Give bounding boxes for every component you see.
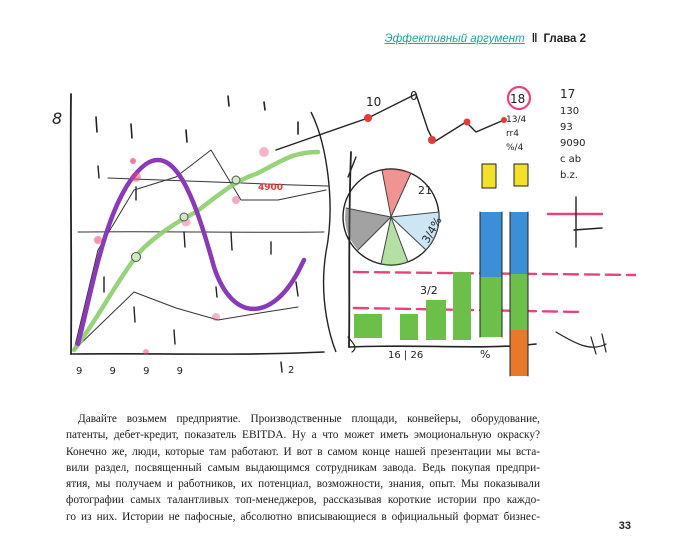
body-line: ятия, мы получаем и работников, их потенциал, возможности, знания, опыт. Мы показывали	[66, 478, 540, 491]
bar-green-6	[510, 274, 528, 330]
bar-blue-5	[480, 212, 502, 277]
right-note-93: 93	[560, 122, 573, 133]
top-label-10: 10	[366, 95, 382, 109]
circled-18-text: 18	[510, 92, 526, 106]
body-line: патенты, дебет-кредит, показатель EBITDA. Ну а что может иметь эмоциональную окраску?	[66, 429, 540, 442]
bar-green-4	[453, 272, 471, 340]
right-note-9090: 9090	[560, 138, 586, 149]
pie-slice-hatch	[345, 208, 391, 250]
bar-green-5	[480, 277, 502, 337]
left-y-axis	[71, 94, 72, 354]
left-note-2: rr4	[506, 129, 519, 139]
top-label-0: 0	[410, 89, 418, 103]
bar-orange-6	[510, 330, 528, 376]
page-number: 33	[618, 520, 631, 532]
left-x-axis	[71, 352, 324, 354]
y-axis-label: 8	[52, 109, 63, 128]
header-separator: ‖	[531, 33, 537, 45]
right-y-axis	[349, 152, 351, 347]
x-axis-scribble-right: 2	[288, 365, 295, 376]
yellow-box-2	[514, 164, 528, 186]
body-line: фотографии самых талантливых топ-менеджеров, рассказывая короткие истории про каждо-	[66, 494, 540, 507]
bar-green-3	[426, 300, 446, 340]
book-title: Эффективный аргумент	[384, 33, 525, 45]
right-note-17: 17	[560, 87, 576, 101]
label-4900: 4900	[258, 183, 284, 193]
pie-chart	[343, 169, 445, 265]
chapter-label: Глава 2	[543, 33, 586, 45]
bar-pct-label: %	[480, 348, 491, 361]
right-note-bz: b.z.	[560, 170, 578, 181]
body-paragraph	[66, 411, 540, 525]
yellow-box-1	[482, 164, 496, 188]
body-line: Конечно же, люди, которые там работают. И вот в самом конце нашей презентации мы вста-	[66, 445, 540, 458]
bar-green-1	[354, 314, 382, 338]
body-line: вили раздел, посвященный самым выдающимся сотрудникам завода. Ведь покупая предпри-	[66, 461, 540, 474]
right-x-axis	[349, 344, 536, 347]
left-note-3: %/4	[506, 143, 524, 153]
bar-row-label: 16 | 26	[388, 350, 424, 361]
hand-drawn-business-charts-illustration	[36, 82, 636, 390]
right-note-130: 130	[560, 106, 580, 117]
left-line-chart	[52, 94, 328, 377]
bar-blue-6	[510, 212, 528, 274]
bar-green-2	[400, 314, 418, 340]
pie-label-34: 3/4%	[419, 214, 445, 246]
bar-label-3: 3/2	[420, 284, 438, 297]
body-line: го из них. Истории не пафосные, абсолютно вписывающиеся в официальный формат бизнес-	[66, 510, 540, 523]
body-line: Давайте возьмем предприятие. Производственные площади, конвейеры, оборудование,	[78, 413, 540, 425]
running-header	[385, 33, 586, 45]
pie-label-21: 21	[418, 184, 432, 197]
left-note-1: 13/4	[506, 115, 527, 125]
x-axis-scribble-left: 9 9 9 9	[76, 366, 195, 377]
right-note-ab: c ab	[560, 154, 582, 165]
